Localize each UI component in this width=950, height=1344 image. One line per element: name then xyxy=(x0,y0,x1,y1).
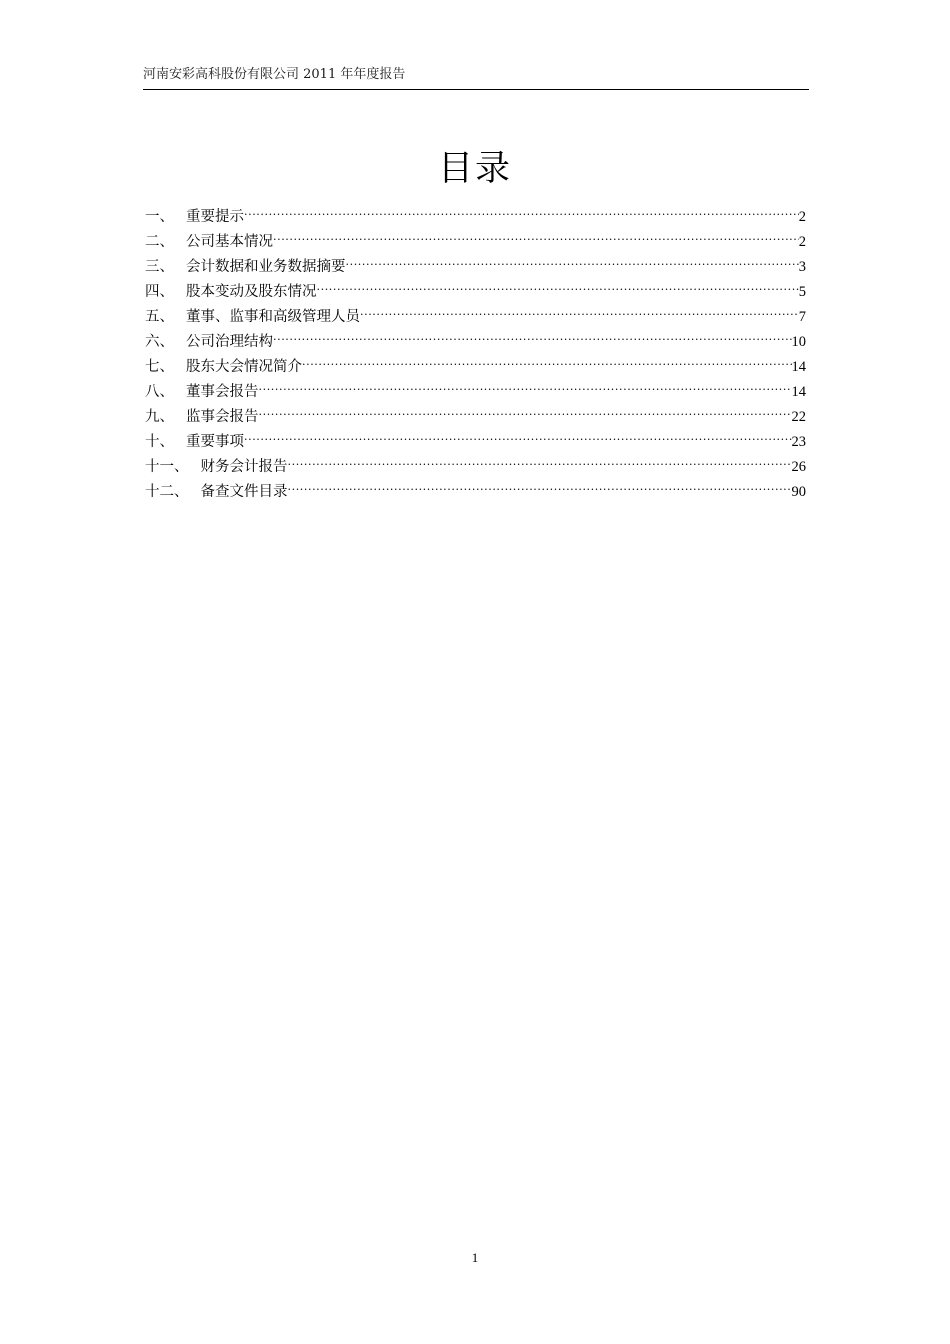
page-number-footer xyxy=(0,1249,950,1267)
toc-entry-number: 七、 xyxy=(145,359,174,375)
toc-entry-number: 三、 xyxy=(145,259,174,275)
toc-entry-title: 会计数据和业务数据摘要 xyxy=(186,259,346,275)
toc-entry-important-notice[interactable] xyxy=(145,196,806,225)
toc-entry-title: 股东大会情况简介 xyxy=(186,359,302,375)
page-number: 1 xyxy=(471,1250,479,1265)
toc-entry-company-profile[interactable] xyxy=(145,221,806,250)
toc-entry-number: 四、 xyxy=(145,284,174,300)
toc-dot-leader xyxy=(273,321,792,346)
toc-dot-leader xyxy=(288,446,792,471)
toc-entry-page: 5 xyxy=(798,284,806,300)
header-text: 河南安彩高科股份有限公司 2011 年年度报告 xyxy=(143,67,406,82)
toc-entry-page: 23 xyxy=(791,434,806,450)
toc-entry-page: 7 xyxy=(798,309,806,325)
running-header xyxy=(143,66,809,90)
toc-entry-title: 财务会计报告 xyxy=(200,459,288,475)
toc-entry-significant-events[interactable] xyxy=(145,421,806,450)
toc-dot-leader xyxy=(273,221,799,246)
toc-entry-page: 14 xyxy=(791,384,806,400)
toc-entry-number: 十一、 xyxy=(145,459,189,475)
toc-dot-leader xyxy=(259,396,792,421)
toc-entry-page: 3 xyxy=(798,259,806,275)
toc-entry-page: 22 xyxy=(791,409,806,425)
toc-dot-leader xyxy=(244,196,799,221)
toc-entry-page: 10 xyxy=(791,334,806,350)
toc-entry-number: 一、 xyxy=(145,209,174,225)
toc-dot-leader xyxy=(302,346,792,371)
toc-entry-page: 2 xyxy=(798,209,806,225)
toc-entry-title: 公司基本情况 xyxy=(186,234,273,250)
toc-entry-number: 九、 xyxy=(145,409,174,425)
toc-dot-leader xyxy=(259,371,792,396)
toc-entry-title: 监事会报告 xyxy=(186,409,259,425)
toc-entry-page: 2 xyxy=(798,234,806,250)
toc-dot-leader xyxy=(346,246,799,271)
toc-entry-number: 二、 xyxy=(145,234,174,250)
toc-dot-leader xyxy=(360,296,799,321)
toc-entry-page: 90 xyxy=(791,484,806,500)
table-of-contents xyxy=(145,196,806,500)
toc-entry-title: 重要提示 xyxy=(186,209,244,225)
toc-entry-number: 五、 xyxy=(145,309,174,325)
toc-entry-number: 六、 xyxy=(145,334,174,350)
toc-dot-leader xyxy=(288,471,792,496)
toc-entry-number: 十二、 xyxy=(145,484,189,500)
toc-entry-number: 八、 xyxy=(145,384,174,400)
page-title: 目录 xyxy=(437,149,512,189)
toc-entry-title: 董事、监事和高级管理人员 xyxy=(186,309,360,325)
toc-entry-number: 十、 xyxy=(145,434,174,450)
toc-entry-page: 26 xyxy=(791,459,806,475)
toc-dot-leader xyxy=(317,271,799,296)
toc-entry-title: 备查文件目录 xyxy=(200,484,288,500)
toc-entry-title: 董事会报告 xyxy=(186,384,259,400)
toc-entry-financial-report[interactable] xyxy=(145,446,806,475)
toc-entry-title: 股本变动及股东情况 xyxy=(186,284,317,300)
toc-entry-title: 公司治理结构 xyxy=(186,334,273,350)
toc-entry-page: 14 xyxy=(791,359,806,375)
toc-dot-leader xyxy=(244,421,792,446)
toc-entry-title: 重要事项 xyxy=(186,434,244,450)
